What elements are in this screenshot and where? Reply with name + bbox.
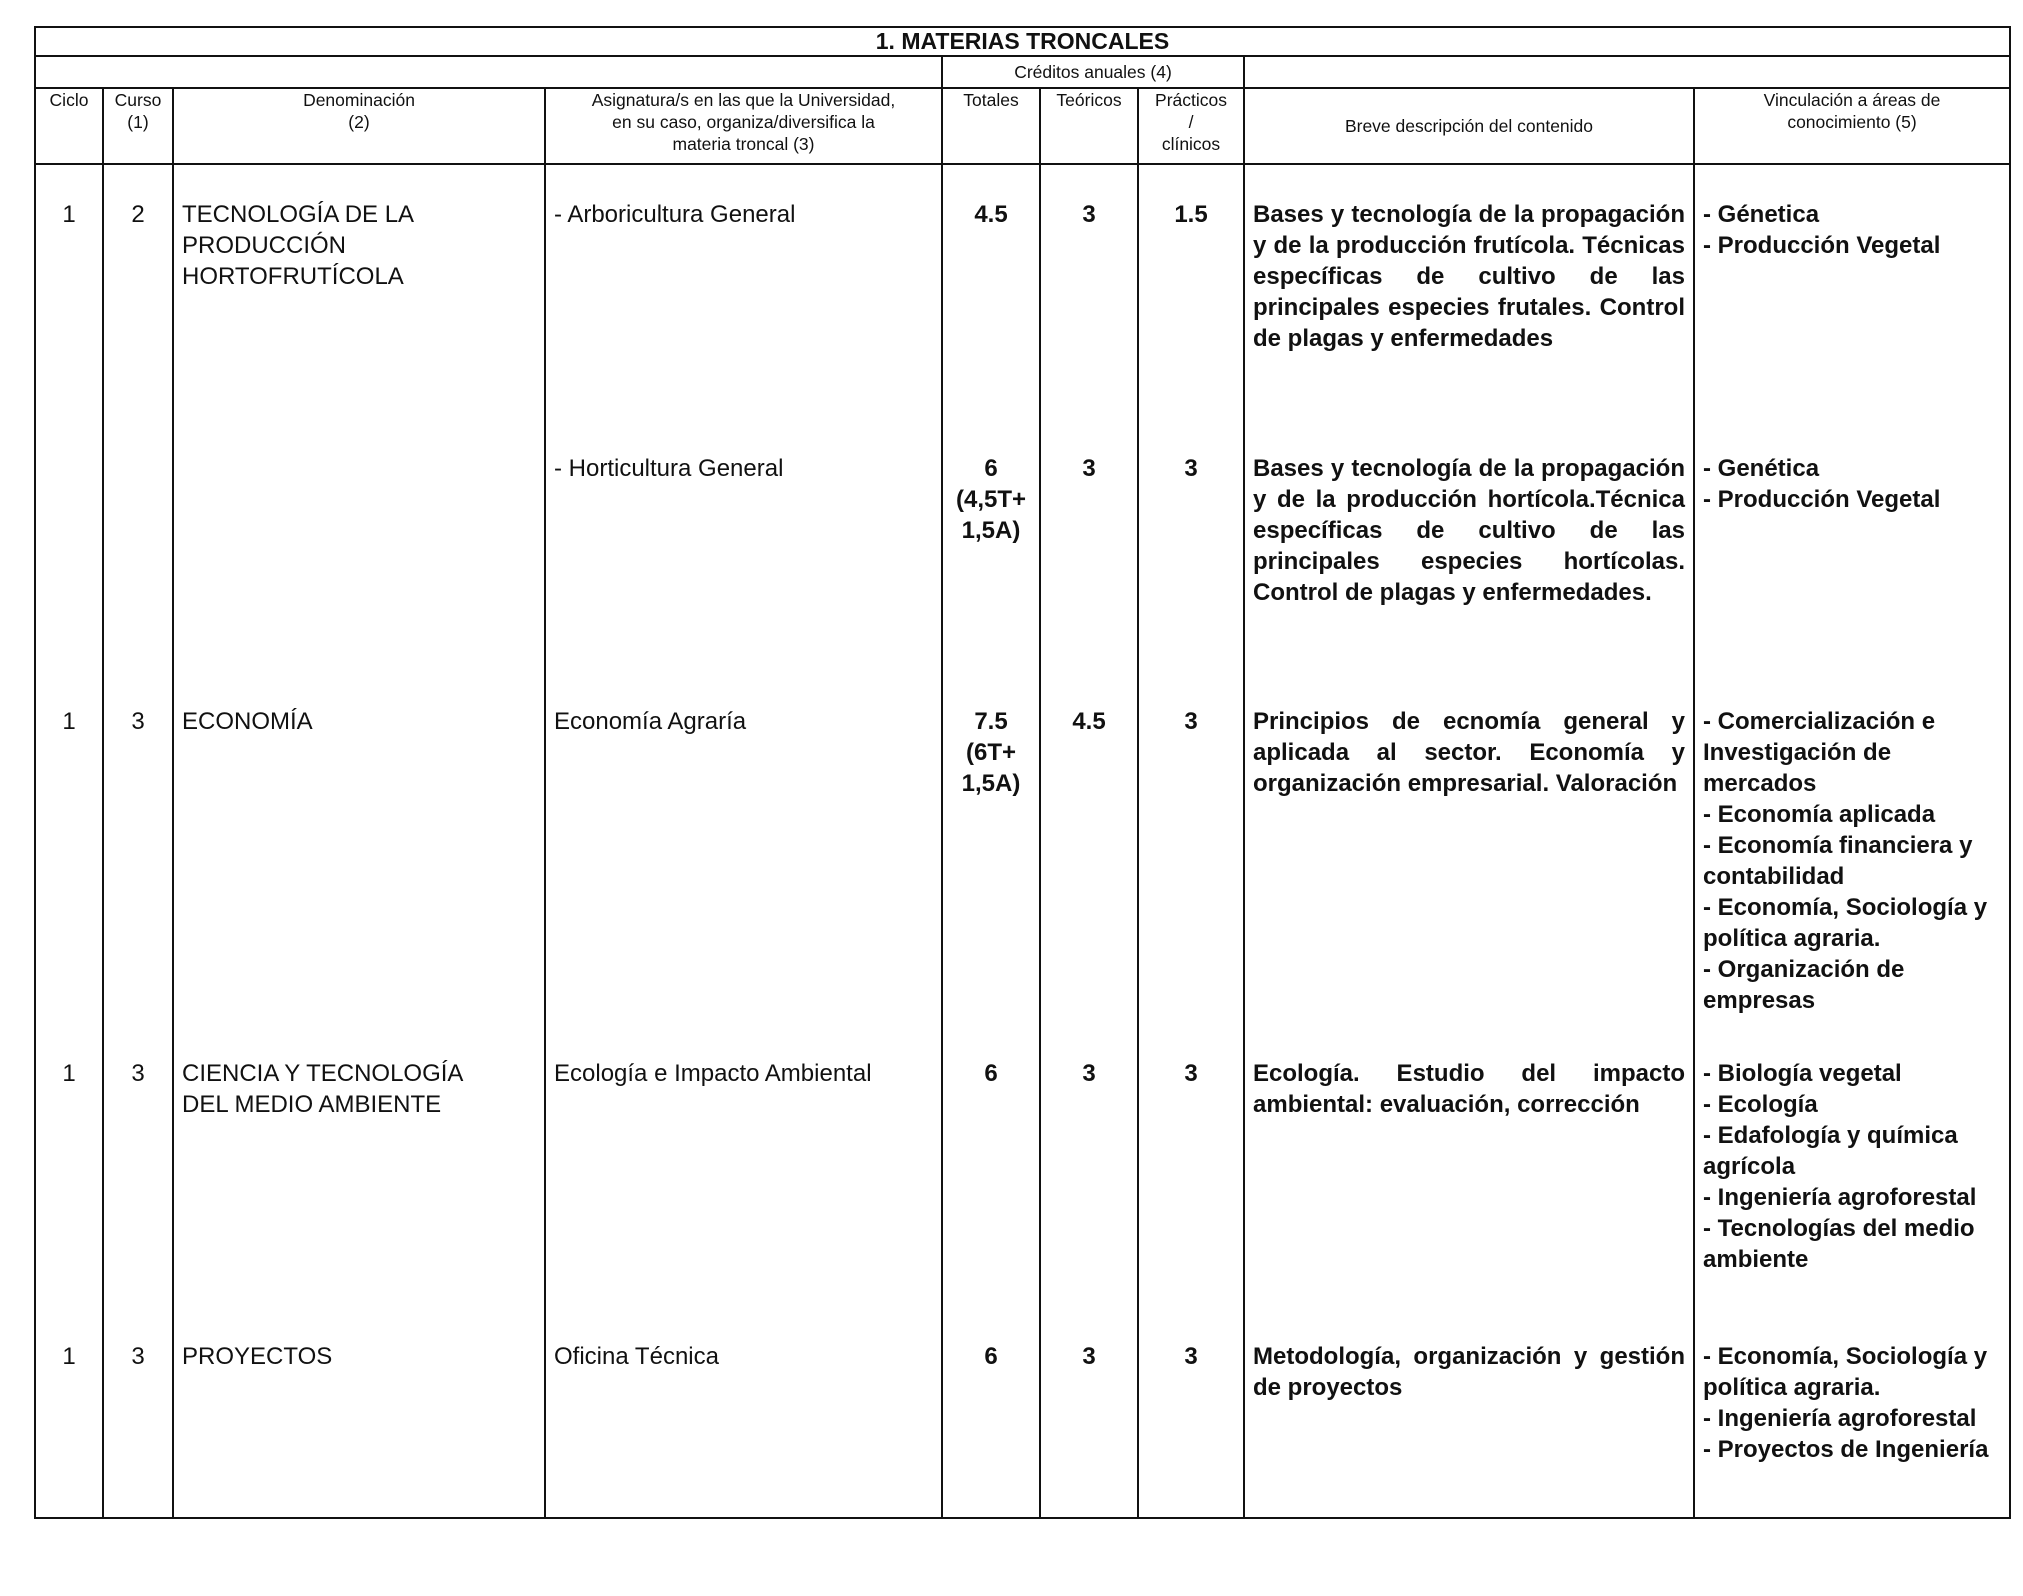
- col-practicos: Prácticos / clínicos: [1138, 88, 1244, 164]
- materias-troncales-table: [34, 26, 2011, 1519]
- col-vinculacion: Vinculación a áreas de conocimiento (5): [1694, 88, 2010, 164]
- table-row: [35, 419, 2010, 672]
- col-ciclo: Ciclo: [35, 88, 103, 164]
- cell-descripcion: Ecología. Estudio del impacto ambiental: evaluación, corrección: [1244, 1024, 1694, 1307]
- cell-asignatura: Oficina Técnica: [545, 1307, 942, 1507]
- table-row: [35, 164, 2010, 419]
- header-spacer: [35, 56, 942, 88]
- cell-curso: 3: [103, 672, 173, 1024]
- cell-denominacion: PROYECTOS: [173, 1307, 545, 1507]
- creditos-header: Créditos anuales (4): [942, 56, 1244, 88]
- header-spacer-right: [1244, 56, 2010, 88]
- cell-curso: 3: [103, 1024, 173, 1307]
- col-teoricos: Teóricos: [1040, 88, 1138, 164]
- cell-practicos: 3: [1138, 1307, 1244, 1507]
- cell-teoricos: 3: [1040, 1307, 1138, 1507]
- cell-totales: 4.5: [942, 164, 1040, 419]
- cell-practicos: 3: [1138, 419, 1244, 672]
- col-curso: Curso (1): [103, 88, 173, 164]
- cell-areas: - Biología vegetal - Ecología - Edafología y química agrícola - Ingeniería agroforestal - Tecnologías del medio ambiente: [1694, 1024, 2010, 1307]
- cell-asignatura: Economía Agraría: [545, 672, 942, 1024]
- cell-curso: 3: [103, 1307, 173, 1507]
- table-row: [35, 1307, 2010, 1507]
- cell-denominacion: CIENCIA Y TECNOLOGÍA DEL MEDIO AMBIENTE: [173, 1024, 545, 1307]
- cell-teoricos: 3: [1040, 164, 1138, 419]
- col-asignatura: Asignatura/s en las que la Universidad, en su caso, organiza/diversifica la materia troncal (3): [545, 88, 942, 164]
- cell-areas: - Comercialización e Investigación de mercados - Economía aplicada - Economía financiera y contabilidad - Economía, Sociología y política agraria. - Organización de empresas: [1694, 672, 2010, 1024]
- cell-ciclo: 1: [35, 1307, 103, 1507]
- cell-ciclo: 1: [35, 1024, 103, 1307]
- cell-descripcion: Principios de ecnomía general y aplicada al sector. Economía y organización empresarial. Valoración: [1244, 672, 1694, 1024]
- table-title: 1. MATERIAS TRONCALES: [35, 27, 2010, 56]
- cell-areas: - Génetica - Producción Vegetal: [1694, 164, 2010, 419]
- cell-teoricos: 4.5: [1040, 672, 1138, 1024]
- table-row: [35, 1024, 2010, 1307]
- cell-teoricos: 3: [1040, 1024, 1138, 1307]
- cell-descripcion: Bases y tecnología de la propagación y de la producción hortícola.Técnica específicas de cultivo de las principales especies hortícolas. Control de plagas y enfermedades.: [1244, 419, 1694, 672]
- document-sheet: [34, 26, 2009, 1546]
- cell-descripcion: Bases y tecnología de la propagación y de la producción frutícola. Técnicas específicas de cultivo de las principales especies frutales. Control de plagas y enfermedades: [1244, 164, 1694, 419]
- cell-denominacion: ECONOMÍA: [173, 672, 545, 1024]
- cell-ciclo: 1: [35, 164, 103, 419]
- cell-empty: [103, 419, 173, 672]
- table-bottom-rule: [35, 1507, 2010, 1518]
- cell-descripcion: Metodología, organización y gestión de proyectos: [1244, 1307, 1694, 1507]
- cell-totales: 6: [942, 1307, 1040, 1507]
- cell-practicos: 3: [1138, 1024, 1244, 1307]
- cell-asignatura: - Horticultura General: [545, 419, 942, 672]
- cell-areas: - Genética - Producción Vegetal: [1694, 419, 2010, 672]
- cell-empty: [35, 419, 103, 672]
- cell-totales: 7.5 (6T+ 1,5A): [942, 672, 1040, 1024]
- col-denominacion: Denominación (2): [173, 88, 545, 164]
- table-row: [35, 672, 2010, 1024]
- cell-ciclo: 1: [35, 672, 103, 1024]
- cell-practicos: 3: [1138, 672, 1244, 1024]
- cell-teoricos: 3: [1040, 419, 1138, 672]
- cell-totales: 6: [942, 1024, 1040, 1307]
- cell-asignatura: Ecología e Impacto Ambiental: [545, 1024, 942, 1307]
- cell-empty: [173, 419, 545, 672]
- cell-practicos: 1.5: [1138, 164, 1244, 419]
- cell-denominacion: TECNOLOGÍA DE LA PRODUCCIÓN HORTOFRUTÍCOLA: [173, 164, 545, 419]
- cell-areas: - Economía, Sociología y política agraria. - Ingeniería agroforestal - Proyectos de Ingeniería: [1694, 1307, 2010, 1507]
- col-totales: Totales: [942, 88, 1040, 164]
- cell-totales: 6 (4,5T+ 1,5A): [942, 419, 1040, 672]
- col-descripcion: Breve descripción del contenido: [1244, 88, 1694, 164]
- cell-asignatura: - Arboricultura General: [545, 164, 942, 419]
- cell-curso: 2: [103, 164, 173, 419]
